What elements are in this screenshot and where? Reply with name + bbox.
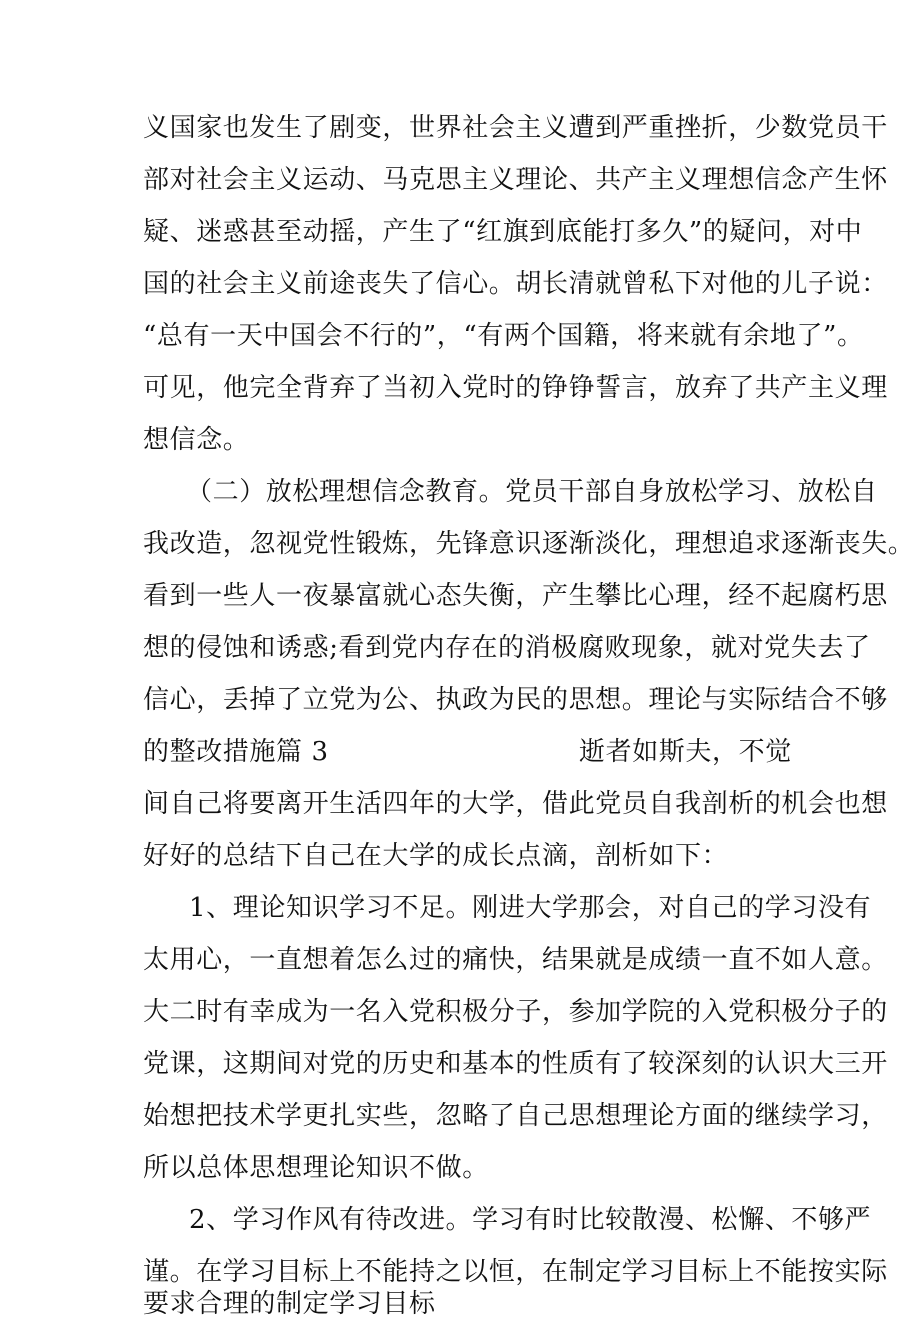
numbered-item-line: 1、理论知识学习不足。刚进大学那会，对自己的学习没有 (189, 893, 872, 923)
paragraph-line: 间自己将要离开生活四年的大学，借此党员自我剖析的机会也想 (143, 789, 888, 819)
paragraph-line: 义国家也发生了剧变，世界社会主义遭到严重挫折，少数党员干 (143, 113, 888, 143)
paragraph-line: 疑、迷惑甚至动摇，产生了“红旗到底能打多久”的疑问，对中 (143, 217, 863, 247)
paragraph-line: 逝者如斯夫，不觉 (579, 737, 792, 767)
paragraph-line: 所以总体思想理论知识不做。 (143, 1153, 489, 1183)
paragraph-line: 信心，丢掉了立党为公、执政为民的思想。理论与实际结合不够 (143, 685, 888, 715)
numbered-item-line: 2、学习作风有待改进。学习有时比较散漫、松懈、不够严 (189, 1205, 872, 1235)
paragraph-line: 国的社会主义前途丧失了信心。胡长清就曾私下对他的儿子说： (143, 269, 888, 299)
paragraph-line: 部对社会主义运动、马克思主义理论、共产主义理想信念产生怀 (143, 165, 888, 195)
paragraph-line: 好好的总结下自己在大学的成长点滴，剖析如下： (143, 841, 729, 871)
paragraph-line: 可见，他完全背弃了当初入党时的铮铮誓言，放弃了共产主义理 (143, 373, 888, 403)
paragraph-line: 要求合理的制定学习目标 (143, 1289, 436, 1319)
section-heading-line: （二）放松理想信念教育。党员干部自身放松学习、放松自 (186, 477, 878, 507)
article-title-line: 的整改措施篇 3 (143, 737, 329, 767)
paragraph-line: “总有一天中国会不行的”，“有两个国籍，将来就有余地了”。 (143, 321, 864, 351)
paragraph-line: 想信念。 (143, 425, 250, 455)
paragraph-line: 谨。在学习目标上不能持之以恒，在制定学习目标上不能按实际 (143, 1257, 888, 1287)
paragraph-line: 想的侵蚀和诱惑;看到党内存在的消极腐败现象，就对党失去了 (143, 633, 871, 663)
paragraph-line: 看到一些人一夜暴富就心态失衡，产生攀比心理，经不起腐朽思 (143, 581, 888, 611)
paragraph-line: 党课，这期间对党的历史和基本的性质有了较深刻的认识大三开 (143, 1049, 888, 1079)
paragraph-line: 我改造，忽视党性锻炼，先锋意识逐渐淡化，理想追求逐渐丧失。 (143, 529, 915, 559)
paragraph-line: 大二时有幸成为一名入党积极分子，参加学院的入党积极分子的 (143, 997, 888, 1027)
paragraph-line: 太用心，一直想着怎么过的痛快，结果就是成绩一直不如人意。 (143, 945, 888, 975)
paragraph-line: 始想把技术学更扎实些，忽略了自己思想理论方面的继续学习， (143, 1101, 888, 1131)
